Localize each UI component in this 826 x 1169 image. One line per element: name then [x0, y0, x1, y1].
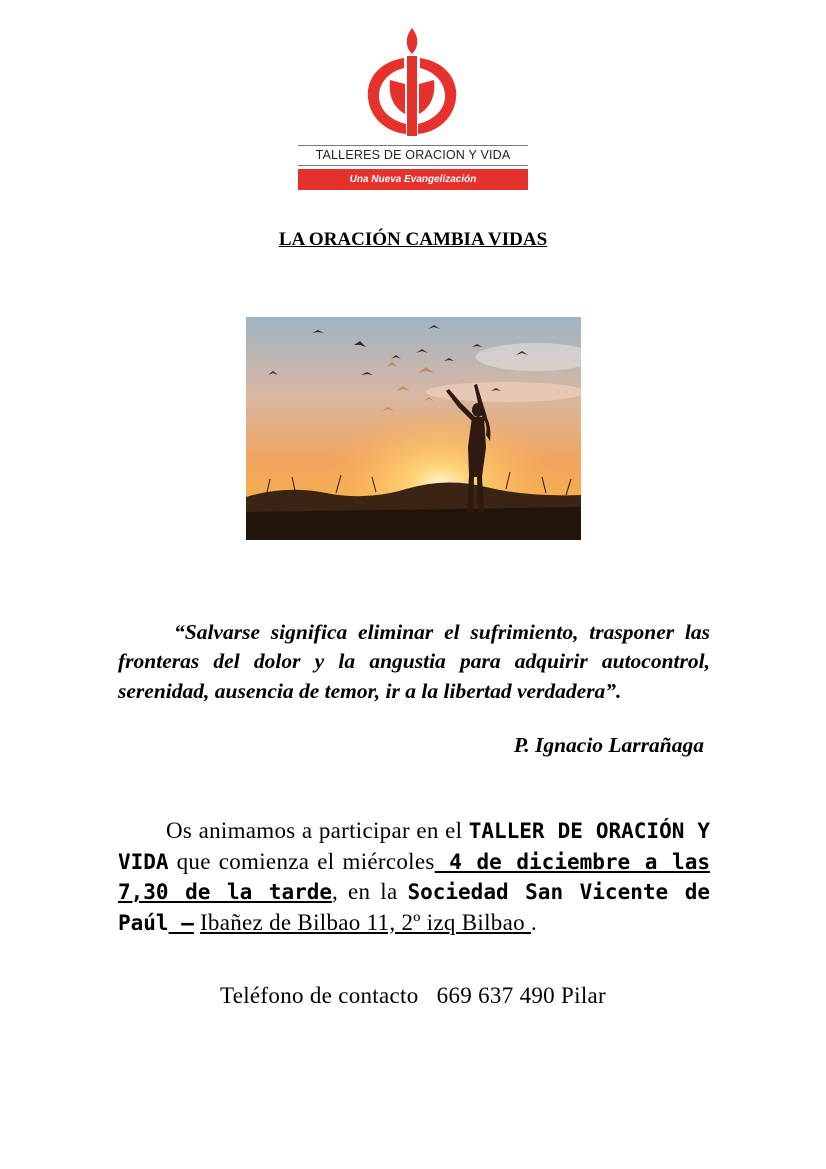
workshop-name: TALLER DE ORACIÓN Y VIDA — [118, 819, 710, 874]
invitation-starts: que comienza el miércoles — [176, 848, 435, 874]
talleres-logo-icon — [364, 28, 460, 136]
contact-label: Teléfono de contacto — [219, 983, 419, 1008]
contact-name: Pilar — [561, 983, 606, 1008]
contact-line — [0, 983, 826, 1009]
invitation-intro: Os animamos a participar en el — [166, 818, 463, 843]
logo-tagline: Una Nueva Evangelización — [298, 169, 528, 190]
sunset-woman-birds-photo — [246, 317, 581, 540]
logo-name: TALLERES DE ORACION Y VIDA — [315, 148, 511, 162]
contact-phone: 669 637 490 — [436, 983, 555, 1008]
logo-divider-top — [298, 145, 528, 146]
venue-dash: – — [168, 910, 194, 935]
invitation-paragraph — [118, 816, 710, 938]
venue-address: Ibañez de Bilbao 11, 2º izq Bilbao — [199, 909, 531, 935]
venue-name: Sociedad San Vicente de Paúl — [118, 880, 710, 935]
invitation-in-the: , en la — [332, 879, 398, 904]
invitation-end: . — [530, 909, 538, 935]
quote-body: “Salvarse significa eliminar el sufrimiento, trasponer las fronteras del dolor y la angustia para adquirir autocontrol, serenidad, ausencia de temor, ir a la libertad verdadera”. — [118, 620, 710, 703]
start-date: 4 de diciembre a las 7,30 de la tarde — [118, 849, 710, 904]
page-title: LA ORACIÓN CAMBIA VIDAS — [278, 229, 548, 250]
logo-divider-bottom — [298, 165, 528, 166]
quote-author: P. Ignacio Larrañaga — [513, 733, 704, 757]
quote-text — [118, 618, 710, 706]
